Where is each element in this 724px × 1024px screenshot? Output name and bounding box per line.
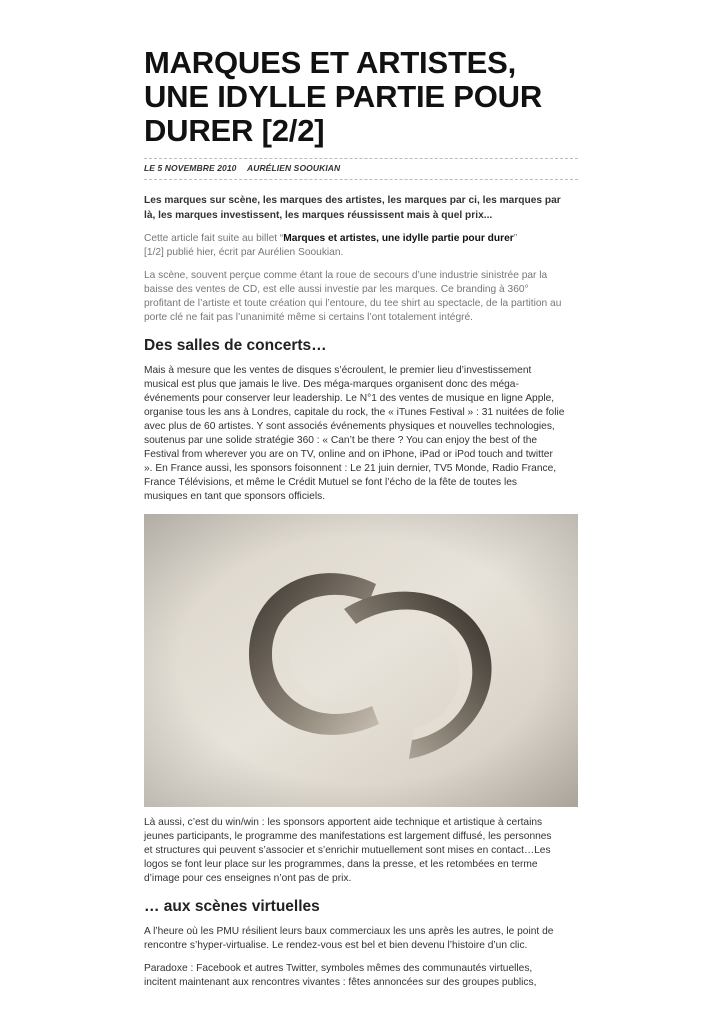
article-photo	[144, 514, 578, 807]
article-date: LE 5 NOVEMBRE 2010	[144, 163, 237, 173]
section-heading: Des salles de concerts…	[144, 337, 327, 354]
paragraph: La scène, souvent perçue comme étant la roue de secours d’une industrie sinistrée par la baisse des ventes de CD, est elle aussi investie par les marques. Ce branding à 360° profitant de l’artiste et toute création qui l’entoure, du tee shirt au spectacle, de la partition au porte clé ne fait pas l’unanimité même si certains l’ont totalement intégré.	[144, 270, 562, 323]
paragraph: Paradoxe : Facebook et autres Twitter, symboles mêmes des communautés virtuelles, incitent maintenant aux rencontres vivantes : fêtes annoncées sur des groupes publics,	[144, 963, 537, 988]
article	[144, 46, 578, 990]
article-title: MARQUES ET ARTISTES, UNE IDYLLE PARTIE POUR DURER [2/2]	[144, 45, 543, 148]
section-heading: … aux scènes virtuelles	[144, 898, 320, 915]
paragraph: A l’heure où les PMU résilient leurs baux commerciaux les uns après les autres, le point de rencontre s’hyper-virtualise. Le rendez-vous est bel et bien devenu l’histoire d’un clic.	[144, 926, 554, 951]
paragraph: Mais à mesure que les ventes de disques s’écroulent, le premier lieu d’investissement musical est plus que jamais le live. Des méga-marques organisent donc des méga- événements pour conserver leur leadership. Le N°1 des ventes de musique en ligne Apple, organise tous les ans à Londres, capitale du rock, the « iTunes Festival » : 31 nuitées de folie avec plus de 60 artistes. Y sont associés événements physiques et nouvelles technologies, soutenus par une solide stratégie 360 : « Can’t be there ? You can enjoy the best of the Festival from wherever you are on TV, online and on iPhone, iPad or iPod touch and twitter ». En France aussi, les sponsors foisonnent : Le 21 juin dernier, TV5 Monde, Radio France, France Télévisions, et même le Crédit Mutuel se font l’écho de la fête de toutes les musiques en tant que sponsors officiels.	[144, 365, 565, 502]
intro-paragraph: Cette article fait suite au billet “Marques et artistes, une idylle partie pour durer” [1/2] publié hier, écrit par Aurélien Sooukian.	[144, 233, 518, 258]
previous-article-link[interactable]: Marques et artistes, une idylle partie pour durer	[283, 233, 514, 244]
divider	[144, 179, 578, 180]
article-meta	[144, 163, 578, 173]
article-author[interactable]: AURÉLIEN SOOUKIAN	[246, 163, 341, 173]
article-lead: Les marques sur scène, les marques des artistes, les marques par ci, les marques par là, les marques investissent, les marques réussissent mais à quel prix...	[144, 195, 561, 221]
paragraph: Là aussi, c’est du win/win : les sponsors apportent aide technique et artistique à certains jeunes participants, le programme des manifestations est largement diffusé, les personnes et structures qui peuvent s’associer et s’enrichir mutuellement sont mises en contact…Les logos se font leur place sur les programmes, dans la presse, et les retombées en terme d’image pour ces enseignes n’ont pas de prix.	[144, 817, 552, 884]
divider	[144, 158, 578, 159]
